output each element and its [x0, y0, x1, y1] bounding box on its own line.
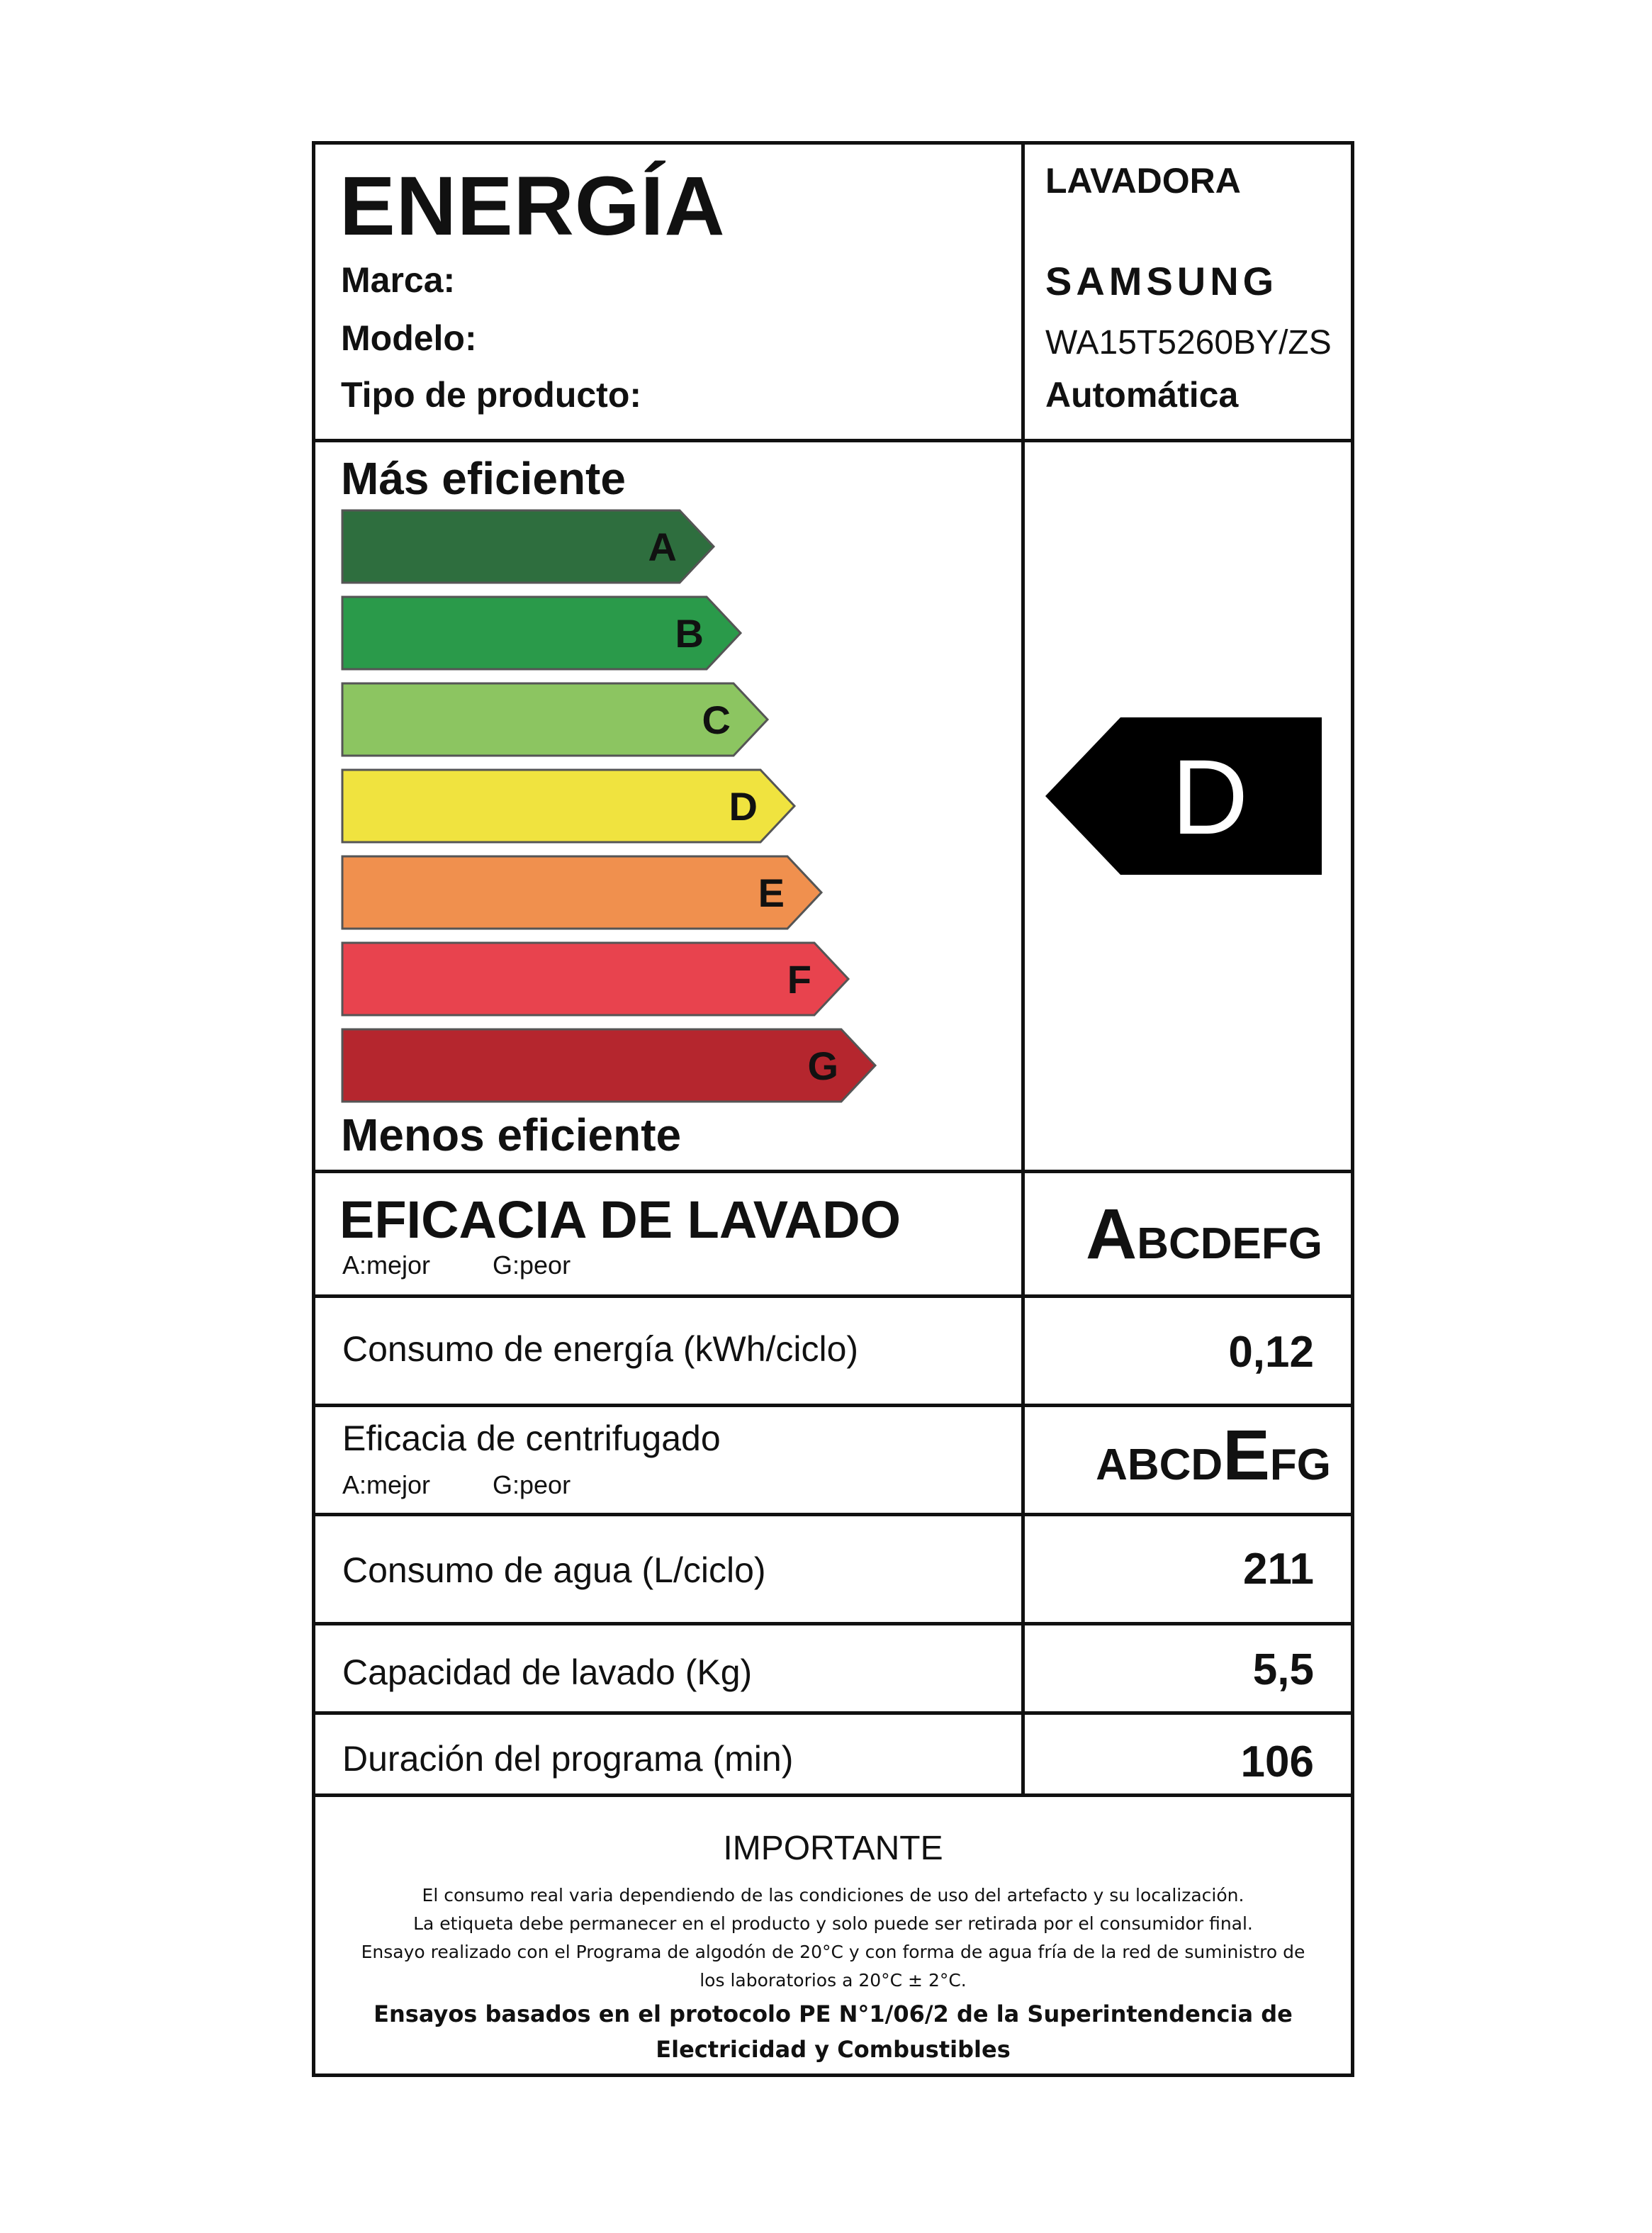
efficiency-class-e	[342, 856, 821, 929]
efficiency-letter: B	[675, 611, 704, 656]
divider	[315, 439, 1351, 442]
product-type-label: Tipo de producto:	[341, 375, 642, 415]
spin-best-note: A:mejor	[342, 1470, 431, 1499]
divider	[315, 1793, 1351, 1797]
efficiency-letter: D	[729, 784, 758, 829]
most-efficient-label: Más eficiente	[341, 453, 626, 504]
efficiency-letter: F	[787, 957, 811, 1002]
spin-efficacy-label: Eficacia de centrifugado	[342, 1418, 721, 1458]
brand-value: SAMSUNG	[1045, 259, 1279, 303]
divider	[315, 1404, 1351, 1407]
washing-scale-selected: A	[1086, 1194, 1137, 1274]
notice-bold-line: Electricidad y Combustibles	[656, 2036, 1011, 2063]
efficiency-class-d	[342, 770, 794, 842]
product-kind: LAVADORA	[1045, 161, 1241, 201]
efficiency-bar	[342, 1029, 875, 1102]
divider	[315, 1294, 1351, 1298]
spin-worst-note: G:peor	[493, 1470, 571, 1499]
program-duration-value: 106	[1240, 1737, 1314, 1786]
efficiency-bar	[342, 943, 848, 1015]
washing-capacity-value: 5,5	[1252, 1645, 1314, 1694]
energy-consumption-value: 0,12	[1228, 1328, 1314, 1377]
energy-label	[312, 141, 1354, 2077]
notice-line: los laboratorios a 20°C ± 2°C.	[699, 1970, 967, 1991]
water-consumption-value: 211	[1242, 1545, 1314, 1594]
notice-line: El consumo real varia dependiendo de las condiciones de uso del artefacto y su localización.	[422, 1885, 1244, 1905]
washing-efficacy-scale	[1086, 1194, 1322, 1275]
efficiency-bar	[342, 770, 794, 842]
efficiency-class-a	[342, 510, 714, 583]
efficiency-class-b	[342, 597, 741, 669]
least-efficient-label: Menos eficiente	[341, 1109, 682, 1160]
efficiency-letter: A	[648, 525, 677, 569]
efficiency-bar	[342, 856, 821, 929]
divider	[315, 1170, 1351, 1173]
washing-best-note: A:mejor	[342, 1250, 431, 1280]
spin-scale-selected: E	[1223, 1416, 1270, 1495]
spin-efficacy-scale	[1096, 1415, 1331, 1496]
divider	[315, 1711, 1351, 1715]
efficiency-letter: C	[702, 698, 731, 742]
program-duration-label: Duración del programa (min)	[342, 1739, 794, 1779]
divider	[315, 1622, 1351, 1625]
notice-line: Ensayo realizado con el Programa de algodón de 20°C y con forma de agua fría de la red de suministro de	[361, 1942, 1305, 1962]
washing-scale-rest: BCDEFG	[1137, 1219, 1322, 1268]
brand-label: Marca:	[341, 260, 456, 300]
washing-efficacy-title: EFICACIA DE LAVADO	[339, 1190, 901, 1249]
spin-scale-post: FG	[1269, 1440, 1331, 1489]
label-title: ENERGÍA	[339, 160, 726, 253]
efficiency-class-g	[342, 1029, 875, 1102]
water-consumption-label: Consumo de agua (L/ciclo)	[342, 1550, 766, 1590]
notice-bold-line: Ensayos basados en el protocolo PE N°1/06/2 de la Superintendencia de	[373, 2000, 1293, 2027]
efficiency-letter: G	[807, 1043, 838, 1088]
product-type-value: Automática	[1045, 375, 1239, 415]
notice-title: IMPORTANTE	[723, 1830, 943, 1867]
washing-capacity-label: Capacidad de lavado (Kg)	[342, 1652, 753, 1692]
divider	[315, 1513, 1351, 1516]
model-label: Modelo:	[341, 318, 477, 358]
notice-line: La etiqueta debe permanecer en el producto y solo puede ser retirada por el consumidor final.	[413, 1913, 1253, 1934]
energy-consumption-label: Consumo de energía (kWh/ciclo)	[342, 1329, 859, 1369]
efficiency-class-f	[342, 943, 848, 1015]
rating-letter: D	[1171, 737, 1249, 856]
efficiency-letter: E	[758, 871, 785, 915]
spin-scale-pre: ABCD	[1096, 1440, 1223, 1489]
column-divider	[1021, 145, 1025, 1793]
washing-worst-note: G:peor	[493, 1250, 571, 1280]
efficiency-class-c	[342, 683, 768, 756]
model-value: WA15T5260BY/ZS	[1045, 324, 1332, 362]
efficiency-scale	[341, 508, 908, 1110]
rating-arrow	[1045, 717, 1329, 875]
